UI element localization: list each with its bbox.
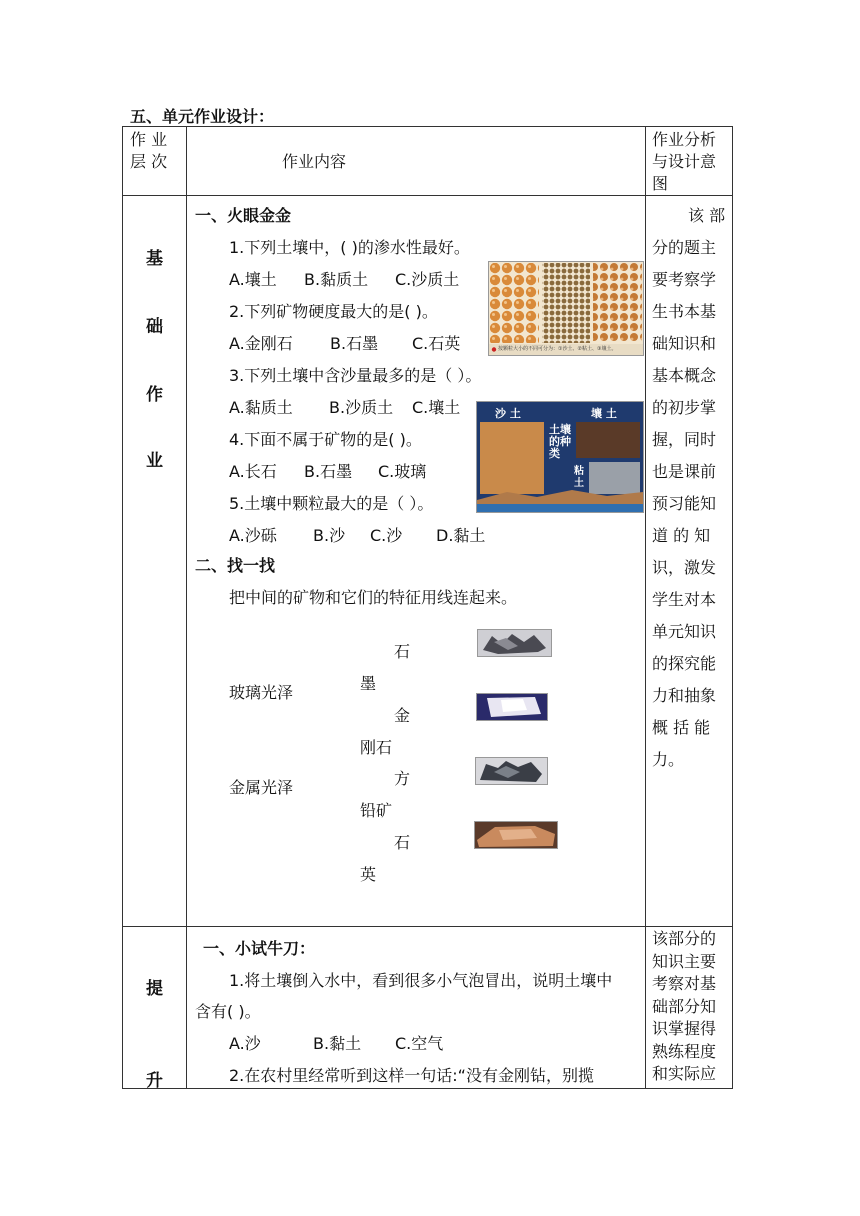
q4-option-a: A.长石 xyxy=(229,462,277,481)
q3-option-a: A.黏质土 xyxy=(229,398,293,417)
level-advanced-1: 提 xyxy=(146,979,163,999)
advanced-q1-option-a: A.沙 xyxy=(229,1034,261,1053)
soil-image-caption: 按颗粒大小的不同可分为：①沙土、②粘土、③壤土。 xyxy=(498,346,617,352)
mineral-1-line2: 墨 xyxy=(360,674,377,693)
part1-title: 一、火眼金金 xyxy=(195,206,292,225)
header-analysis-line3: 图 xyxy=(652,174,669,193)
question-3: 3.下列土壤中含沙量最多的是（ ）。 xyxy=(229,366,482,385)
question-5: 5.土壤中颗粒最大的是（ ）。 xyxy=(229,494,434,513)
mineral-1-line1: 石 xyxy=(394,642,411,661)
soil-poster-clay-label: 粘土 xyxy=(574,466,584,489)
question-1: 1.下列土壤中，( )的渗水性最好。 xyxy=(229,238,470,257)
basic-analysis-line-4: 生书本基 xyxy=(652,302,717,321)
basic-analysis-line-5: 础知识和 xyxy=(652,334,717,353)
advanced-q2-line1: 2.在农村里经常听到这样一句话:“没有金刚钻，别揽 xyxy=(229,1066,594,1085)
advanced-analysis-line-4: 础部分知 xyxy=(652,996,717,1016)
header-analysis-line1: 作业分析 xyxy=(652,130,717,149)
q5-option-b: B.沙 xyxy=(313,526,346,545)
basic-analysis-line-7: 的初步掌 xyxy=(652,398,717,417)
advanced-analysis-line-1: 该部分的 xyxy=(652,929,717,948)
advanced-analysis-line-2: 知识主要 xyxy=(652,951,717,971)
basic-analysis-line-6: 基本概念 xyxy=(652,366,717,385)
q5-option-d: D.黏土 xyxy=(436,526,486,545)
header-analysis-line2: 与设计意 xyxy=(652,152,717,171)
advanced-q1-option-c: C.空气 xyxy=(395,1034,444,1053)
basic-analysis-line-10: 预习能知 xyxy=(652,494,717,513)
mineral-4-line1: 石 xyxy=(394,833,411,852)
advanced-q1-line2: 含有( )。 xyxy=(195,1002,261,1021)
basic-analysis-line-15: 的探究能 xyxy=(652,654,717,673)
q3-option-b: B.沙质土 xyxy=(329,398,394,417)
header-level-line2: 层 次 xyxy=(130,152,168,171)
feature-metal-luster: 金属光泽 xyxy=(229,778,294,797)
soil-particles-image xyxy=(488,261,644,356)
basic-analysis-line-3: 要考察学 xyxy=(652,270,717,289)
mineral-2-line2: 刚石 xyxy=(360,738,393,757)
mineral-3-line1: 方 xyxy=(394,769,411,788)
q5-option-c: C.沙 xyxy=(370,526,403,545)
soil-types-image xyxy=(476,401,644,513)
q3-option-c: C.壤土 xyxy=(412,398,461,417)
mineral-2-line1: 金 xyxy=(394,706,411,725)
q1-option-a: A.壤土 xyxy=(229,270,277,289)
q5-option-a: A.沙砾 xyxy=(229,526,277,545)
section-title: 五、单元作业设计： xyxy=(130,107,275,126)
header-content: 作业内容 xyxy=(282,152,347,171)
graphite-photo xyxy=(477,629,552,657)
level-basic-1: 基 xyxy=(146,249,163,269)
part2-title: 二、找一找 xyxy=(195,556,276,575)
header-level-line1: 作 业 xyxy=(130,130,168,149)
basic-analysis-line-18: 力。 xyxy=(652,750,685,769)
basic-analysis-line-14: 单元知识 xyxy=(652,622,717,641)
advanced-q1-line1: 1.将土壤倒入水中，看到很多小气泡冒出，说明土壤中 xyxy=(229,971,613,990)
basic-analysis-line-17: 概 括 能 xyxy=(652,718,711,737)
basic-analysis-line-8: 握，同时 xyxy=(652,430,717,449)
basic-analysis-line-9: 也是课前 xyxy=(652,462,717,481)
soil-poster-loam-label: 壤 土 xyxy=(591,407,617,420)
mineral-3-line2: 铅矿 xyxy=(360,801,393,820)
mineral-4-line2: 英 xyxy=(360,865,377,884)
diamond-photo xyxy=(476,693,548,721)
advanced-analysis-line-3: 考察对基 xyxy=(652,974,717,993)
part2-instruction: 把中间的矿物和它们的特征用线连起来。 xyxy=(229,588,518,607)
soil-poster-sand-label: 沙 土 xyxy=(495,407,521,420)
q2-option-c: C.石英 xyxy=(412,334,461,353)
question-2: 2.下列矿物硬度最大的是( )。 xyxy=(229,302,438,321)
q1-option-c: C.沙质土 xyxy=(395,270,460,289)
q2-option-a: A.金刚石 xyxy=(229,334,293,353)
soil-poster-center-label: 土壤的种类 xyxy=(549,423,571,460)
advanced-analysis-line-6: 熟练程度 xyxy=(652,1041,717,1061)
q4-option-c: C.玻璃 xyxy=(378,462,427,481)
basic-analysis-line-11: 道 的 知 xyxy=(652,526,711,545)
feature-glass-luster: 玻璃光泽 xyxy=(229,683,294,702)
level-basic-3: 作 xyxy=(146,385,163,405)
advanced-q1-option-b: B.黏土 xyxy=(313,1034,362,1053)
level-basic-4: 业 xyxy=(146,451,163,471)
q1-option-b: B.黏质土 xyxy=(304,270,369,289)
advanced-part1-title: 一、小试牛刀： xyxy=(203,939,316,958)
advanced-analysis xyxy=(652,928,732,1086)
quartz-photo xyxy=(474,821,558,849)
advanced-analysis-line-5: 识掌握得 xyxy=(652,1019,717,1038)
basic-analysis xyxy=(652,200,728,776)
advanced-analysis-line-7: 和实际应 xyxy=(652,1064,717,1083)
q4-option-b: B.石墨 xyxy=(304,462,353,481)
basic-analysis-line-2: 分的题主 xyxy=(652,238,717,257)
q2-option-b: B.石墨 xyxy=(330,334,379,353)
basic-analysis-line-1: 该 部 xyxy=(688,206,726,225)
level-advanced-2: 升 xyxy=(146,1071,163,1091)
basic-analysis-line-13: 学生对本 xyxy=(652,590,717,609)
question-4: 4.下面不属于矿物的是( )。 xyxy=(229,430,422,449)
level-basic-2: 础 xyxy=(146,317,163,337)
basic-analysis-line-16: 力和抽象 xyxy=(652,686,717,705)
galena-photo xyxy=(475,757,548,785)
basic-analysis-line-12: 识，激发 xyxy=(652,558,717,577)
